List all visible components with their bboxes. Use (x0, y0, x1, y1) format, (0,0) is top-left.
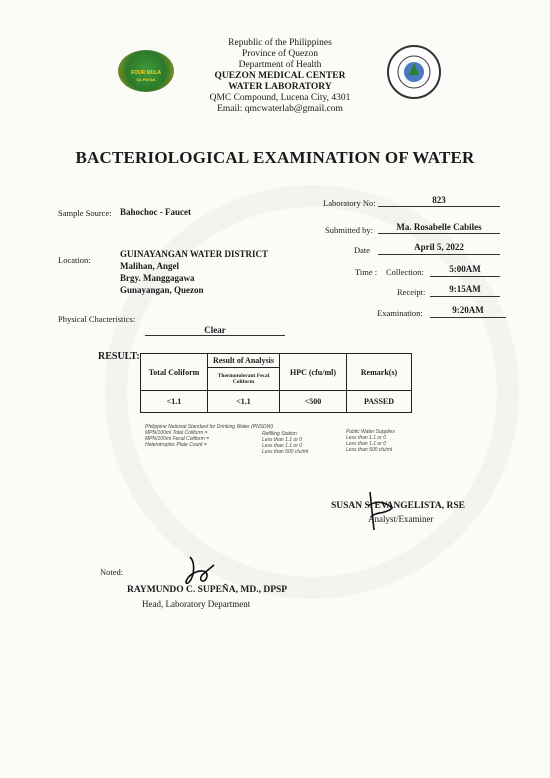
left-logo (118, 50, 174, 92)
sample-source-value: Bahochoc - Faucet (120, 207, 191, 217)
location-label: Location: (58, 255, 91, 265)
header-email: Email: qmcwaterlab@gmail.com (217, 104, 343, 114)
left-logo-text: FOUR MULA (131, 70, 161, 76)
refilling-2: Less than 1.1 or 0 (262, 443, 303, 449)
hpc-value: <500 (280, 391, 347, 413)
physical-label: Physical Chacteristics: (58, 314, 136, 324)
legend-fecal: MPN/100ml Fecal Coliform = (145, 436, 210, 442)
collection-value: 5:00AM (449, 264, 481, 274)
analyst-name: SUSAN S. EVANGELISTA, RSE (331, 501, 466, 511)
seal-icon (389, 47, 439, 97)
thermotolerant-value: <1.1 (208, 391, 280, 413)
date-value: April 5, 2022 (414, 242, 464, 252)
legend-public (346, 429, 395, 453)
collection-label: Collection: (386, 267, 424, 277)
date-label: Date (354, 245, 371, 255)
result-table (140, 353, 412, 413)
col-thermotolerant: Thermotolerant Fecal Coliform (208, 368, 280, 391)
header-address: QMC Compound, Lucena City, 4301 (209, 93, 351, 103)
location-line3: Brgy. Manggagawa (120, 273, 195, 283)
public-1: Less than 1.1 or 0 (346, 435, 387, 441)
legend-refilling (262, 431, 308, 455)
legend-hpc: Heterotrophic Plate Count = (145, 442, 207, 448)
location-line2: Malihan, Angel (120, 261, 180, 271)
examination-label: Examination: (377, 308, 423, 318)
header-province: Province of Quezon (242, 49, 318, 59)
noted-signature (180, 553, 220, 589)
lab-no-value: 823 (432, 195, 446, 205)
letterhead (180, 38, 380, 115)
refilling-3: Less than 500 cfu/ml (262, 449, 309, 455)
submitted-by-value: Ma. Rosabelle Cabiles (396, 222, 482, 232)
physical-value: Clear (204, 325, 226, 335)
location-line1: GUINAYANGAN WATER DISTRICT (120, 249, 269, 259)
legend-total: MPN/100ml Total Coliform = (145, 430, 208, 436)
public-3: Less than 500 cfu/ml (346, 447, 393, 453)
time-label: Time : (355, 267, 378, 277)
sample-source-label: Sample Source: (58, 208, 112, 218)
col-hpc: HPC (cfu/ml) (280, 354, 347, 391)
lab-no-label: Laboratory No: (323, 198, 376, 208)
location-block (120, 248, 268, 296)
public-head: Public Water Supplies (346, 429, 395, 435)
col-total-coliform: Total Coliform (141, 354, 208, 391)
header-center: QUEZON MEDICAL CENTER (214, 71, 346, 81)
table-row (141, 354, 412, 368)
right-seal-logo (387, 45, 441, 99)
examination-value: 9:20AM (452, 305, 484, 315)
noted-name: RAYMUNDO C. SUPEÑA, MD., DPSP (127, 585, 288, 595)
legend-title: Philippine National Standard for Drinking Water (PNSDW) (145, 424, 274, 430)
header-lab: WATER LABORATORY (228, 82, 332, 92)
location-line4: Gunayangan, Quezon (120, 285, 204, 295)
refilling-1: Less than 1.1 or 0 (262, 437, 303, 443)
col-remarks: Remark(s) (347, 354, 412, 391)
analyst-role: Analyst/Examiner (368, 514, 434, 524)
noted-role: Head, Laboratory Department (142, 599, 251, 609)
document-title: BACTERIOLOGICAL EXAMINATION OF WATER (75, 148, 475, 167)
public-2: Less than 1.1 or 0 (346, 441, 387, 447)
group-header: Result of Analysis (208, 354, 280, 368)
left-logo-text2: SA PAYAK (136, 77, 156, 82)
receipt-label: Receipt: (397, 287, 426, 297)
table-row (141, 391, 412, 413)
header-department: Department of Health (238, 60, 322, 70)
analyst-signature (362, 486, 402, 536)
result-label: RESULT: (98, 351, 140, 362)
remarks-value: PASSED (347, 391, 412, 413)
legend-standard (145, 424, 273, 448)
total-coliform-value: <1.1 (141, 391, 208, 413)
receipt-value: 9:15AM (449, 284, 481, 294)
noted-label: Noted: (100, 567, 124, 577)
header-country: Republic of the Philippines (228, 38, 332, 48)
submitted-by-label: Submitted by: (325, 225, 373, 235)
refilling-head: Refilling Station (262, 431, 297, 437)
